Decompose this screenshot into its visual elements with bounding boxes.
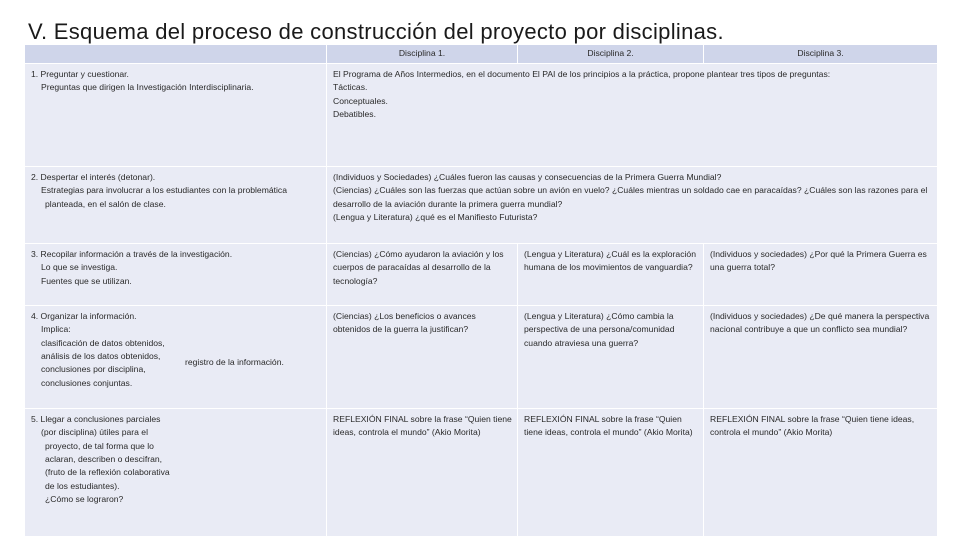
header-discipline-1: Disciplina 1. [327, 45, 518, 64]
discipline-1-cell: (Ciencias) ¿Los beneficios o avances obtenidos de la guerra la justifican? [327, 306, 518, 409]
step-cell [25, 409, 327, 537]
merged-discipline-cell [327, 64, 938, 167]
step-cell [25, 244, 327, 306]
step-detail: conclusiones conjuntas. [41, 377, 133, 388]
cell-text: El Programa de Años Intermedios, en el documento El PAI de los principios a la práctica, propone plantear tres tipos de preguntas: [333, 69, 831, 79]
step-cell [25, 167, 327, 244]
table-row [25, 167, 938, 244]
step-title: 1. Preguntar y cuestionar. [31, 69, 129, 79]
discipline-1-cell: (Ciencias) ¿Cómo ayudaron la aviación y los cuerpos de paracaídas al desarrollo de la tecnología? [327, 244, 518, 306]
step-detail: clasificación de datos obtenidos, [41, 337, 165, 348]
step-detail: ¿Cómo se lograron? [45, 493, 124, 504]
process-table [24, 44, 938, 537]
discipline-2-cell: (Lengua y Literatura) ¿Cómo cambia la perspectiva de una persona/comunidad cuando atraviesa una guerra? [518, 306, 704, 409]
table-row [25, 64, 938, 167]
discipline-1-cell: REFLEXIÓN FINAL sobre la frase “Quien tiene ideas, controla el mundo” (Akio Morita) [327, 409, 518, 537]
discipline-3-cell: (Individuos y sociedades) ¿De qué manera la perspectiva nacional contribuye a que un conflicto sea mundial? [704, 306, 938, 409]
discipline-2-cell: (Lengua y Literatura) ¿Cuál es la exploración humana de los movimientos de vanguardia? [518, 244, 704, 306]
table-row [25, 244, 938, 306]
step-detail: de los estudiantes). [45, 480, 120, 491]
step-title: 2. Despertar el interés (detonar). [31, 172, 156, 182]
table-row [25, 409, 938, 537]
cell-text: (Individuos y Sociedades) ¿Cuáles fueron las causas y consecuencias de la Primera Guerra Mundial? [333, 172, 722, 182]
cell-text: (Lengua y Literatura) ¿qué es el Manifiesto Futurista? [333, 211, 538, 222]
header-discipline-3: Disciplina 3. [704, 45, 938, 64]
step-detail: Fuentes que se utilizan. [41, 275, 132, 286]
step-detail: Implica: [41, 324, 71, 335]
merged-discipline-cell [327, 167, 938, 244]
step-detail: planteada, en el salón de clase. [45, 198, 166, 209]
discipline-3-cell: REFLEXIÓN FINAL sobre la frase “Quien tiene ideas, controla el mundo” (Akio Morita) [704, 409, 938, 537]
discipline-3-cell: (Individuos y sociedades) ¿Por qué la Primera Guerra es una guerra total? [704, 244, 938, 306]
cell-text: (Ciencias) ¿Cuáles son las fuerzas que actúan sobre un avión en vuelo? ¿Cuáles mientras un soldado cae en paracaídas? ¿Cuáles son las razones para el desarrollo de la aviación durante la primera guerra mundial? [333, 185, 928, 209]
step-detail: análisis de los datos obtenidos, [41, 350, 161, 361]
step-detail: (fruto de la reflexión colaborativa [45, 467, 170, 478]
header-cell-empty [25, 45, 327, 64]
step-title: 3. Recopilar información a través de la investigación. [31, 249, 233, 259]
step-detail: Lo que se investiga. [41, 262, 118, 273]
step-detail: Preguntas que dirigen la Investigación Interdisciplinaria. [41, 82, 254, 93]
step-detail: (por disciplina) útiles para el [41, 427, 148, 438]
table-row [25, 306, 938, 409]
header-discipline-2: Disciplina 2. [518, 45, 704, 64]
step-cell [25, 64, 327, 167]
cell-text: Debatibles. [333, 108, 376, 119]
page-title: V. Esquema del proceso de construcción del proyecto por disciplinas. [28, 19, 724, 44]
step-cell [25, 306, 327, 409]
table-header-row [25, 45, 938, 64]
cell-text: Tácticas. [333, 82, 368, 93]
cell-text: Conceptuales. [333, 95, 388, 106]
step-detail: conclusiones por disciplina, [41, 364, 146, 375]
step-detail: Estrategias para involucrar a los estudiantes con la problemática [41, 185, 288, 196]
step-detail: aclaran, describen o descifran, [45, 453, 163, 464]
step-detail: proyecto, de tal forma que lo [45, 440, 154, 451]
step-title: 5. Llegar a conclusiones parciales [31, 414, 161, 424]
step-title: 4. Organizar la información. [31, 311, 137, 321]
step-side-note: registro de la información. [185, 357, 284, 367]
discipline-2-cell: REFLEXIÓN FINAL sobre la frase “Quien tiene ideas, controla el mundo” (Akio Morita) [518, 409, 704, 537]
